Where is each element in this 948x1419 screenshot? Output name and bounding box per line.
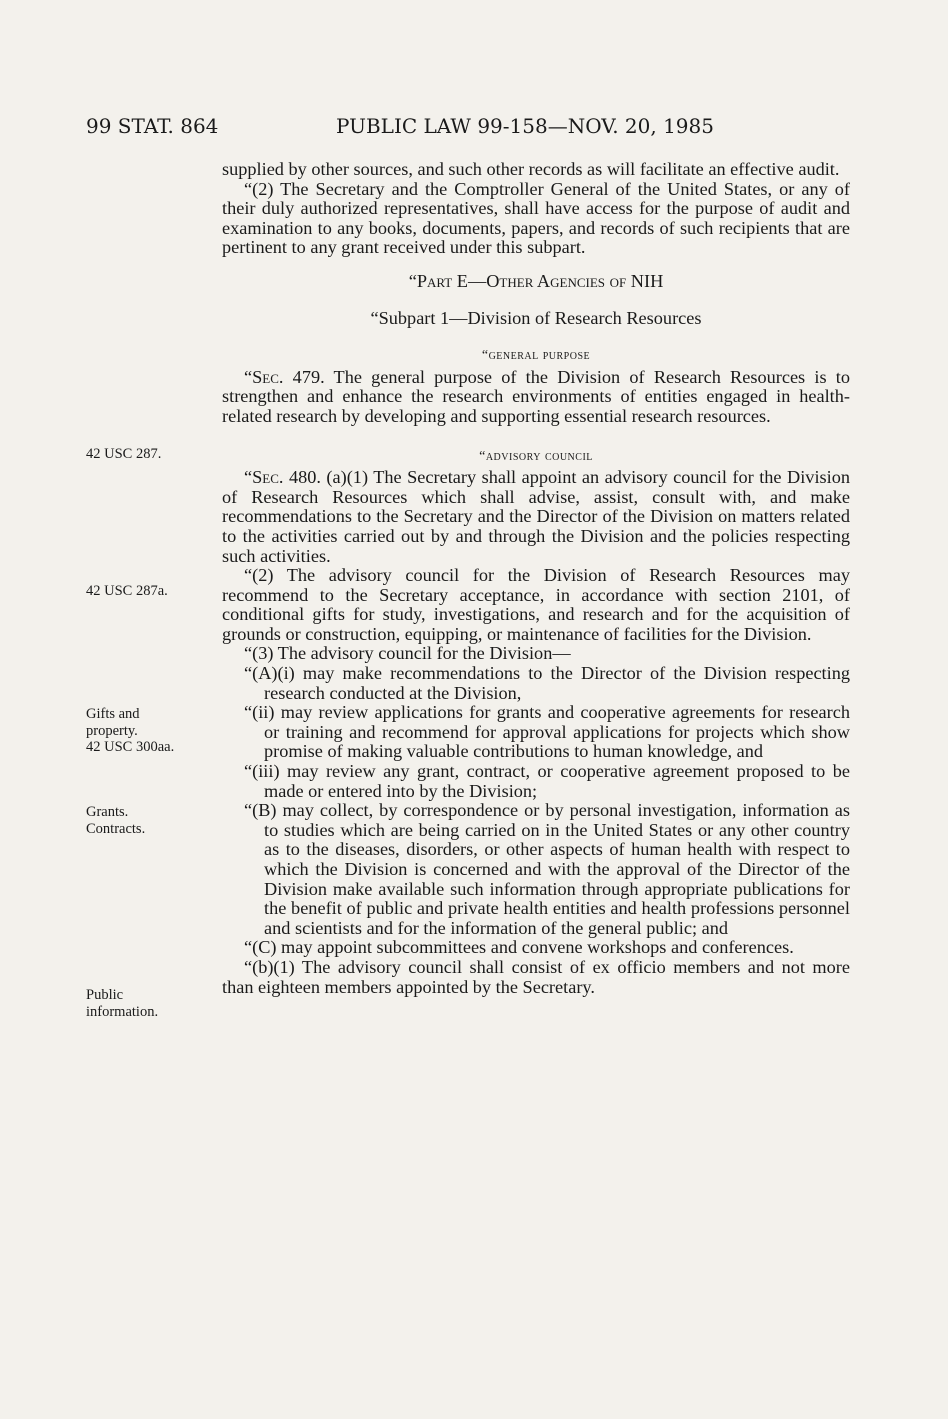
section-480-a3-C: “(C) may appoint subcommittees and convene workshops and conferences. [244,937,794,958]
section-480-a3-A-i: “(A)(i) may make recommendations to the Director of the Division respecting research conducted at the Division, [244,663,850,703]
section-480-a1-text: 480. (a)(1) The Secretary shall appoint an advisory council for the Division of Research Resources which shall advise, assist, consult with, and make recommendations to the Secretary and the Director of the Division on matters related to the activities carried out by and through the Division and the policies respecting such activities. [222,467,850,566]
general-purpose-heading: “general purpose [481,348,591,364]
margin-note-line: Public [86,987,124,1003]
section-479 [222,368,850,427]
margin-note-public-information [86,987,158,1020]
margin-note-gifts-property [86,706,174,756]
margin-note-line: Grants. [86,804,129,820]
margin-note-line: Contracts. [86,820,146,837]
section-480-a3-A-ii: “(ii) may review applications for grants and cooperative agreements for research or training and recommend for approval applications for projects which show promise of making valuable contributions to human knowledge, and [244,702,850,762]
paragraph-2-audit-access: “(2) The Secretary and the Comptroller General of the United States, or any of their duly authorized representatives, shall have access for the purpose of audit and examination to any books, documents, papers, and records of such recipients that are pertinent to any grant received under this subpart. [222,178,850,258]
section-480-a3-B: “(B) may collect, by correspondence or by personal investigation, information as to studies which are being carried on in the United States or any other country as to the diseases, disorders, or other aspects of human health with respect to which the Division is concerned and with the approval of the Director of the Division make available such information through appropriate publications for the benefit of public and private health entities and health professions personnel and scientists and for the information of the general public; and [244,800,850,938]
advisory-council-heading: “advisory council [479,448,593,464]
part-e-heading: “Part E—Other Agencies of NIH [408,270,664,291]
section-label: “Sec. [244,366,284,387]
margin-note-42-usc-287: 42 USC 287. [86,446,162,462]
margin-note-line: property. [86,722,138,739]
stat-page-number: 99 STAT. 864 [86,114,219,138]
running-title: PUBLIC LAW 99-158—NOV. 20, 1985 [336,114,714,138]
page-header [0,114,948,148]
section-label: “Sec. [244,467,284,488]
margin-note-grants-contracts [86,804,145,837]
section-480-a3: “(3) The advisory council for the Division— [244,643,571,664]
section-480-a2: “(2) The advisory council for the Division of Research Resources may recommend to the Secretary acceptance, in accordance with section 2101, of conditional gifts for study, investigations, and research and for the acquisition of grounds or construction, equipping, or maintenance of facilities for the Division. [222,565,850,644]
section-480-b1: “(b)(1) The advisory council shall consist of ex officio members and not more than eighteen members appointed by the Secretary. [222,956,850,997]
section-480-a3-A-iii: “(iii) may review any grant, contract, or cooperative agreement proposed to be made or entered into by the Division; [244,761,850,801]
section-479-text: 479. The general purpose of the Division of Research Resources is to strengthen and enhance the research environments of entities engaged in health-related research by developing and supporting essential research resources. [222,366,850,426]
subpart-1-heading: “Subpart 1—Division of Research Resources [370,307,702,328]
section-480-a1 [222,468,850,566]
margin-note-line: 42 USC 300aa. [86,739,175,755]
margin-note-line: Gifts and [86,706,140,722]
statute-body [222,160,850,997]
margin-note-42-usc-287a: 42 USC 287a. [86,583,168,599]
margin-note-line: information. [86,1003,159,1020]
paragraph-audit-records: supplied by other sources, and such other records as will facilitate an effective audit. [222,159,840,179]
